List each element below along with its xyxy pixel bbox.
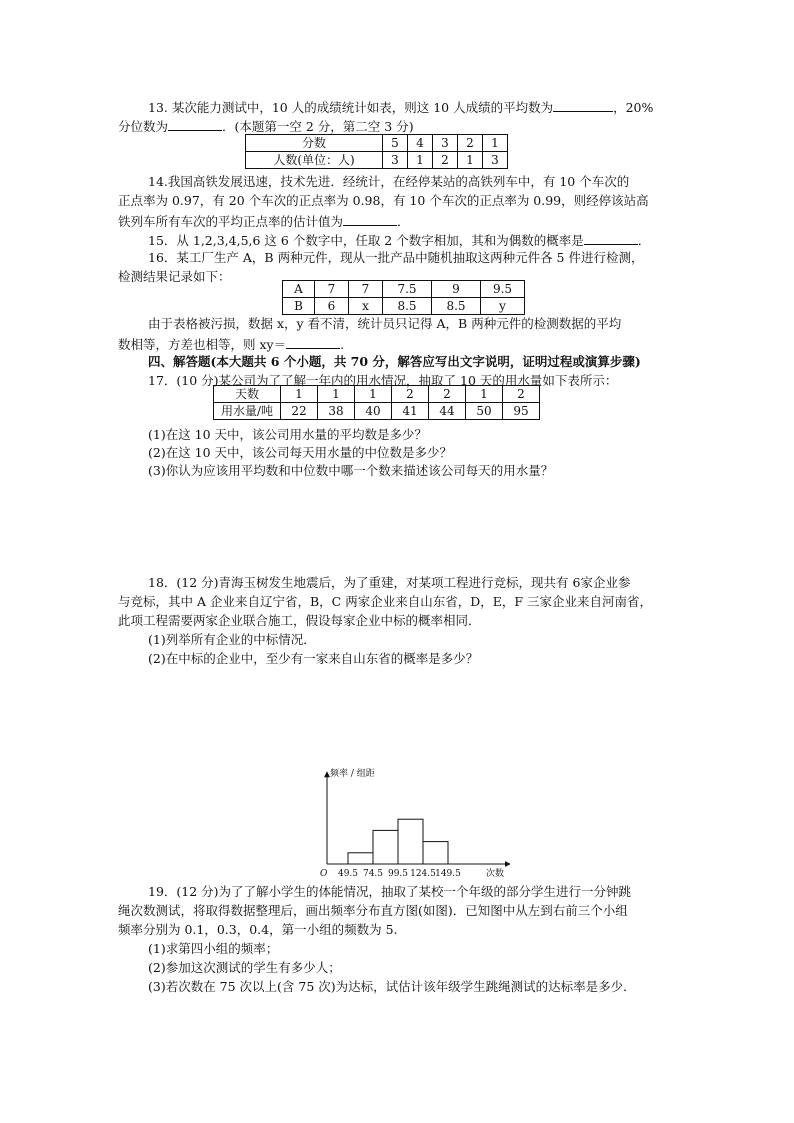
histogram-bar bbox=[423, 842, 448, 864]
q18-line3: 此项工程需要两家企业联合施工，假设每家企业中标的概率相同． bbox=[118, 613, 481, 628]
table-cell: 1 bbox=[408, 152, 433, 169]
q13-line1 bbox=[148, 100, 653, 115]
table-cell: 7 bbox=[315, 281, 349, 298]
table-cell: 95 bbox=[503, 403, 540, 420]
table-cell: 2 bbox=[433, 152, 458, 169]
table-cell: 3 bbox=[433, 135, 458, 152]
table-cell: 2 bbox=[429, 386, 466, 403]
table-cell: 1 bbox=[355, 386, 392, 403]
q13-line2 bbox=[118, 119, 414, 134]
y-axis-label: 频率 / 组距 bbox=[330, 769, 375, 779]
x-tick-label: 49.5 bbox=[337, 869, 359, 879]
table-cell: 8.5 bbox=[383, 298, 432, 315]
x-tick-labels bbox=[338, 869, 461, 879]
table-cell: 4 bbox=[408, 135, 433, 152]
table-row bbox=[246, 135, 508, 152]
q14-line1: 14.我国高铁发展迅速，技术先进．经统计，在经停某站的高铁列车中，有 10 个车次的 bbox=[148, 174, 630, 189]
table-cell: y bbox=[481, 298, 525, 315]
table-cell: 1 bbox=[466, 386, 503, 403]
x-tick-label: 149.5 bbox=[435, 869, 461, 879]
q18-part2: (2)在中标的企业中，至少有一家来自山东省的概率是多少？ bbox=[148, 651, 479, 666]
table-cell: 2 bbox=[392, 386, 429, 403]
x-axis-label: 次数 bbox=[486, 869, 505, 879]
q14-line3 bbox=[118, 214, 410, 229]
x-tick-label: 99.5 bbox=[387, 869, 409, 879]
q16-line2: 检测结果记录如下： bbox=[118, 269, 231, 284]
table-cell: 2 bbox=[458, 135, 483, 152]
table-row bbox=[283, 298, 525, 315]
origin-label: O bbox=[320, 869, 328, 879]
q19-line3: 频率分别为 0.1，0.3，0.4，第一小组的频数为 5. bbox=[118, 922, 398, 937]
q14-blank bbox=[343, 214, 397, 226]
table-cell: 6 bbox=[315, 298, 349, 315]
q15-text: 15．从 1,2,3,4,5,6 这 6 个数字中，任取 2 个数字相加，其和为偶数的概率是 bbox=[148, 233, 584, 248]
q17-part3: (3)你认为应该用平均数和中位数中哪一个数来描述该公司每天的用水量？ bbox=[148, 463, 554, 478]
table-row bbox=[214, 403, 540, 420]
q13-blank-2 bbox=[168, 119, 222, 131]
histogram-bar bbox=[398, 819, 423, 864]
q15-blank bbox=[584, 233, 638, 245]
q16-text: 数相等，方差也相等，则 xy＝ bbox=[118, 337, 287, 352]
q14-period: ． bbox=[397, 214, 410, 229]
histogram-bar bbox=[348, 853, 373, 864]
table-row bbox=[246, 152, 508, 169]
q18-part1: (1)列举所有企业的中标情况． bbox=[148, 632, 316, 647]
table-row bbox=[283, 281, 525, 298]
table-cell: 3 bbox=[483, 152, 508, 169]
q17-part2: (2)在这 10 天中，该公司每天用水量的中位数是多少？ bbox=[148, 445, 453, 460]
q17-intro: 17．(10 分)某公司为了了解一年内的用水情况，抽取了 10 天的用水量如下表所示： bbox=[148, 373, 618, 388]
table-cell: 用水量/吨 bbox=[214, 403, 281, 420]
histogram-bars bbox=[348, 819, 448, 864]
q16-line1: 16．某工厂生产 A，B 两种元件，现从一批产品中随机抽取这两种元件各 5 件进行检测， bbox=[148, 250, 644, 265]
table-cell: 分数 bbox=[246, 135, 383, 152]
table-cell: 9.5 bbox=[481, 281, 525, 298]
q16-inspection-table bbox=[282, 280, 525, 315]
table-cell: 1 bbox=[318, 386, 355, 403]
q15-line bbox=[148, 233, 650, 248]
table-cell: 22 bbox=[281, 403, 318, 420]
x-tick-label: 74.5 bbox=[362, 869, 384, 879]
section-heading: 四、解答题(本大题共 6 个小题，共 70 分，解答应写出文字说明，证明过程或演算步骤) bbox=[148, 354, 641, 369]
q16-blank bbox=[286, 337, 340, 349]
q16-line4 bbox=[118, 337, 344, 352]
q13-text-tail: ，20% bbox=[613, 100, 654, 115]
histogram-bar bbox=[373, 830, 398, 864]
table-cell: 44 bbox=[429, 403, 466, 420]
table-cell: 7 bbox=[349, 281, 383, 298]
table-cell: 人数(单位：人) bbox=[246, 152, 383, 169]
q16-period: . bbox=[340, 337, 345, 352]
table-cell: 50 bbox=[466, 403, 503, 420]
table-cell: 41 bbox=[392, 403, 429, 420]
table-cell: 40 bbox=[355, 403, 392, 420]
table-cell: B bbox=[283, 298, 315, 315]
q13-text: 13. 某次能力测试中，10 人的成绩统计如表，则这 10 人成绩的平均数为 bbox=[148, 100, 554, 115]
table-cell: 天数 bbox=[214, 386, 281, 403]
q13-text-2: 分位数为 bbox=[118, 119, 169, 134]
x-tick-label: 124.5 bbox=[410, 869, 436, 879]
table-cell: 1 bbox=[483, 135, 508, 152]
table-cell: x bbox=[349, 298, 383, 315]
q19-part1: (1)求第四小组的频率； bbox=[148, 941, 279, 956]
table-cell: 1 bbox=[281, 386, 318, 403]
table-cell: 2 bbox=[503, 386, 540, 403]
table-cell: A bbox=[283, 281, 315, 298]
q13-score-table bbox=[245, 134, 508, 169]
q19-line1: 19．(12 分)为了了解小学生的体能情况，抽取了某校一个年级的部分学生进行一分钟跳 bbox=[148, 884, 632, 899]
table-cell: 9 bbox=[432, 281, 481, 298]
q15-period: ． bbox=[637, 233, 651, 248]
table-cell: 1 bbox=[458, 152, 483, 169]
q17-part1: (1)在这 10 天中，该公司用水量的平均数是多少？ bbox=[148, 427, 428, 442]
table-cell: 7.5 bbox=[383, 281, 432, 298]
q19-part3: (3)若次数在 75 次以上(含 75 次)为达标，试估计该年级学生跳绳测试的达标率是多少． bbox=[148, 979, 636, 994]
table-cell: 5 bbox=[383, 135, 408, 152]
q17-water-table bbox=[213, 385, 540, 420]
q18-line2: 与竞标，其中 A 企业来自辽宁省，B，C 两家企业来自山东省，D，E，F 三家企业来自河南省， bbox=[118, 594, 652, 609]
q14-text: 铁列车所有车次的平均正点率的估计值为 bbox=[118, 214, 344, 229]
table-cell: 38 bbox=[318, 403, 355, 420]
q13-blank-1 bbox=[553, 100, 613, 112]
q14-line2: 正点率为 0.97，有 20 个车次的正点率为 0.98，有 10 个车次的正点率为 0.99，则经停该站高 bbox=[118, 193, 649, 208]
q13-scoring-note: ．(本题第一空 2 分，第二空 3 分) bbox=[222, 119, 414, 134]
q16-line3: 由于表格被污损，数据 x，y 看不清，统计员只记得 A，B 两种元件的检测数据的平均 bbox=[148, 316, 622, 331]
table-row bbox=[214, 386, 540, 403]
q19-part2: (2)参加这次测试的学生有多少人； bbox=[148, 960, 341, 975]
q19-line2: 绳次数测试，将取得数据整理后，画出频率分布直方图(如图)．已知图中从左到右前三个小组 bbox=[118, 903, 628, 918]
q18-line1: 18．(12 分)青海玉树发生地震后，为了重建，对某项工程进行竞标，现共有 6家企业参 bbox=[148, 575, 631, 590]
table-cell: 8.5 bbox=[432, 298, 481, 315]
table-cell: 3 bbox=[383, 152, 408, 169]
frequency-histogram bbox=[310, 764, 520, 882]
